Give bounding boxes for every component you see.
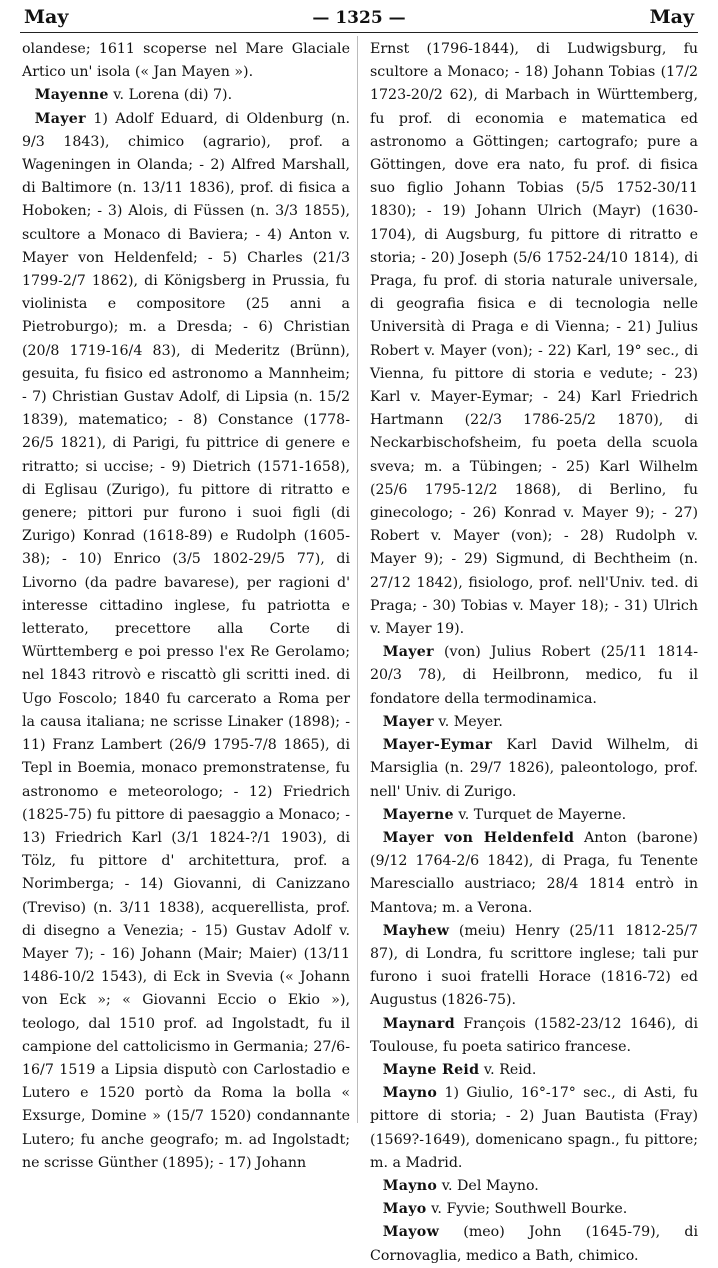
headword: Mayer-Eymar: [382, 737, 493, 754]
entry-mayo: [370, 1198, 698, 1221]
entry-text: Anton (barone) (9/12 1764-2/6 1842), di Praga, fu Tenente Maresciallo austriaco; 28/4 1814 entrò in Mantova; m. a Verona.: [370, 829, 698, 916]
headword: Mayno: [382, 1177, 438, 1194]
column-divider: [357, 36, 358, 1123]
entry-text: v. Del Mayno.: [437, 1177, 539, 1194]
entry-continuation: Ernst (1796-1844), di Ludwigsburg, fu scultore a Monaco; - 18) Johann Tobias (17/2 1723-20/2 62), di Marbach in Württemberg, fu prof. di economia e matematica ed astronomo a Göttingen; cartografo; pure a Göttingen, dove era nato, fu prof. di fisica suo figlio Johann Tobias (5/5 1752-30/11 1830); - 19) Johann Ulrich (Mayr) (1630-1704), di Augsburg, fu pittore di ritratto e storia; - 20) Joseph (5/6 1752-24/10 1814), di Praga, fu prof. di storia naturale universale, di geografia fisica e di tecnologia nelle Università di Praga e di Vienna; - 21) Julius Robert v. Mayer (von); - 22) Karl, 19° sec., di Vienna, fu pittore di storia e vedute; - 23) Karl v. Mayer-Eymar; - 24) Karl Friedrich Hartmann (22/3 1786-25/2 1870), di Neckarbischofsheim, fu poeta della scuola sveva; m. a Tübingen; - 25) Karl Wilhelm (25/6 1795-12/2 1868), di Berlino, fu ginecologo; - 26) Konrad v. Mayer 9); - 27) Robert v. Mayer (von); - 28) Rudolph v. Mayer 9); - 29) Sigmund, di Bechtheim (n. 27/12 1842), fisiologo, prof. nell'Univ. ted. di Praga; - 30) Tobias v. Mayer 18); - 31) Ulrich v. Mayer 19).: [370, 41, 698, 638]
entry-text: v. Reid.: [479, 1061, 537, 1078]
headword: Mayne Reid: [382, 1061, 480, 1078]
entry-text: (von) Julius Robert (25/11 1814-20/3 78), di Heilbronn, medico, fu il fondatore della termodinamica.: [370, 644, 698, 707]
headword: Mayo: [382, 1201, 427, 1218]
headword: Mayhew: [382, 922, 450, 939]
entry-mayno-del: [370, 1175, 698, 1198]
entry-mayer-von: [370, 641, 698, 711]
entry-mayer-meyer: [370, 711, 698, 734]
entry-text: (meiu) Henry (25/11 1812-25/7 87), di Londra, fu scrittore inglese; tali pur furono i suoi fratelli Horace (1816-72) ed Augustus (1826-75).: [370, 922, 698, 1009]
right-column: [370, 38, 698, 1268]
page-header: [20, 6, 698, 33]
entry-text: 1) Giulio, 16°-17° sec., di Asti, fu pittore di storia; - 2) Juan Bautista (Fray) (1569?-1649), domenicano spagn., fu pittore; m. a Madrid.: [370, 1085, 698, 1171]
headword: Mayno: [382, 1085, 438, 1102]
headword: Mayer von Heldenfeld: [382, 829, 575, 846]
entry-mayhew: [370, 920, 698, 1013]
entry-text: v. Lorena (di) 7).: [108, 87, 233, 104]
entry-mayno: [370, 1082, 698, 1175]
entry-mayer-eymar: [370, 734, 698, 804]
entry-text: Karl David Wilhelm, di Marsiglia (n. 29/7 1826), paleontologo, prof. nell' Univ. di Zurigo.: [370, 737, 698, 800]
entry-text: v. Turquet de Mayerne.: [453, 806, 627, 823]
headword: Maynard: [382, 1015, 455, 1032]
headword: Mayerne: [382, 806, 454, 823]
entry-text: v. Meyer.: [433, 713, 503, 730]
left-column: [22, 38, 350, 1175]
entry-mayer-von-heldenfeld: [370, 827, 698, 920]
entry-text: 1) Adolf Eduard, di Oldenburg (n. 9/3 1843), chimico (agrario), prof. a Wageningen in Olanda; - 2) Alfred Marshall, di Baltimore (n. 13/11 1836), prof. di fisica a Hoboken; - 3) Alois, di Füssen (n. 3/3 1855), scultore a Monaco di Baviera; - 4) Anton v. Mayer von Heldenfeld; - 5) Charles (21/3 1799-2/7 1862), di Königsberg in Prussia, fu violinista e compositore (25 anni a Pietroburgo); m. a Dresda; - 6) Christian (20/8 1719-16/4 83), di Mederitz (Brünn), gesuita, fu fisico ed astronomo a Mannheim; - 7) Christian Gustav Adolf, di Lipsia (n. 15/2 1839), matematico; - 8) Constance (1778-26/5 1821), di Parigi, fu pittrice di genere e ritratto; si uccise; - 9) Dietrich (1571-1658), di Eglisau (Zurigo), fu pittore di ritratto e genere; pittori pur furono i suoi figli (di Zurigo) Konrad (1618-89) e Rudolph (1605-38); - 10) Enrico (3/5 1802-29/5 77), di Livorno (da padre bavarese), per ragioni d' interesse cittadino inglese, fu patriotta e letterato, precettore alla Corte di Württemberg e poi presso l'ex Re Gerolamo; nel 1843 ritrovò e riscattò gli scritti ined. di Ugo Foscolo; 1840 fu carcerato a Roma per la causa italiana; ne scrisse Linaker (1898); - 11) Franz Lambert (26/9 1795-7/8 1865), di Tepl in Boemia, monaco premonstratense, fu astronomo e meteorologo; - 12) Friedrich (1825-75) fu pittore di paesaggio a Monaco; - 13) Friedrich Karl (3/1 1824-?/1 1903), di Tölz, fu pittore d' architettura, prof. a Norimberga; - 14) Giovanni, di Canizzano (Treviso) (n. 3/11 1838), acquerellista, prof. di disegno a Venezia; - 15) Gustav Adolf v. Mayer 7); - 16) Johann (Mair; Maier) (13/11 1486-10/2 1543), di Eck in Svevia (« Johann von Eck »; « Giovanni Eccio o Ekio »), teologo, dal 1510 prof. ad Ingolstadt, fu il campione del cattolicismo in Germania; 27/6-16/7 1519 a Lipsia disputò con Carlostadio e Lutero e 1520 portò da Roma la bolla « Exsurge, Domine » (15/7 1520) condannante Lutero; fu anche geografo; m. ad Ingolstadt; ne scrisse Günther (1895); - 17) Johann: [22, 110, 350, 1171]
entry-text: v. Fyvie; Southwell Bourke.: [426, 1201, 628, 1218]
entry-maynard: [370, 1013, 698, 1059]
headword: Mayer: [382, 644, 434, 661]
headword: Mayer: [382, 713, 434, 730]
header-page-number: — 1325 —: [312, 8, 406, 28]
entry-mayerne: [370, 804, 698, 827]
entry-text: (meo) John (1645-79), di Cornovaglia, medico a Bath, chimico.: [370, 1224, 698, 1264]
header-right-running-head: May: [649, 6, 694, 28]
headword: Mayenne: [34, 87, 109, 104]
entry-continuation: olandese; 1611 scoperse nel Mare Glaciale Artico un' isola (« Jan Mayen »).: [22, 41, 350, 81]
entry-mayow: [370, 1221, 698, 1267]
entry-mayer: [22, 108, 350, 1175]
header-left-running-head: May: [24, 6, 69, 28]
headword: Mayer: [34, 110, 86, 127]
entry-text: François (1582-23/12 1646), di Toulouse, fu poeta satirico francese.: [370, 1015, 698, 1055]
entry-mayenne: [22, 84, 350, 107]
headword: Mayow: [382, 1224, 440, 1241]
entry-mayne-reid: [370, 1059, 698, 1082]
